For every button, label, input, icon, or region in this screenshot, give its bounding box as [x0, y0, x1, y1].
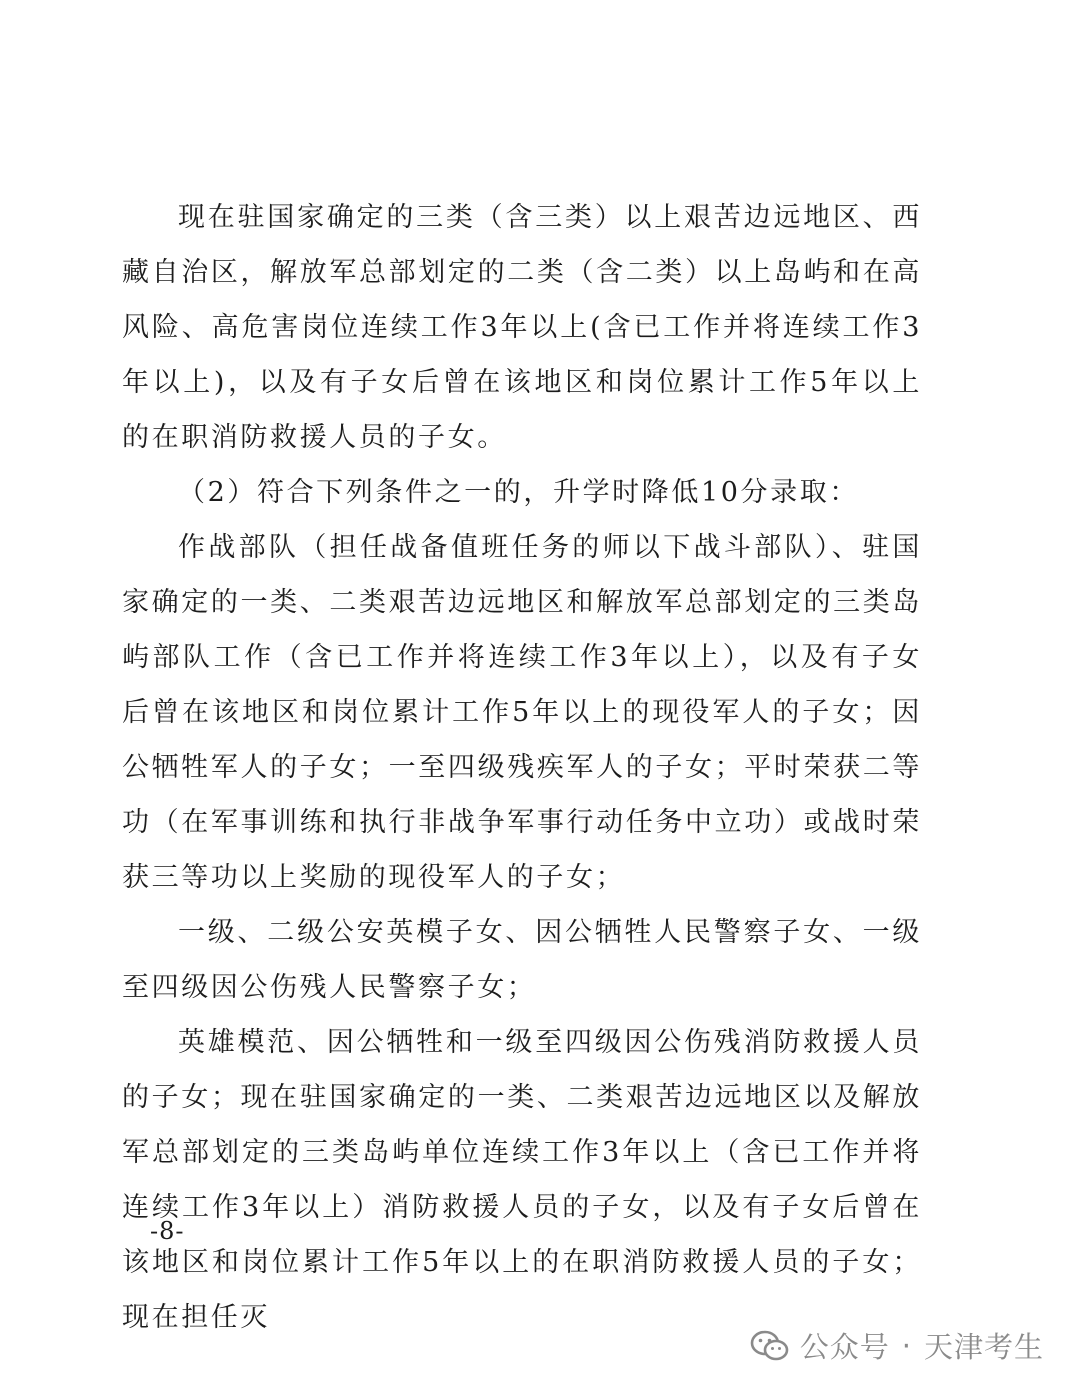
watermark-separator: · — [901, 1328, 912, 1363]
page-number: -8- — [150, 1217, 185, 1245]
paragraph-5: 英雄模范、因公牺牲和一级至四级因公伤残消防救援人员的子女；现在驻国家确定的一类、二类艰苦边远地区以及解放军总部划定的三类岛屿单位连续工作3年以上（含已工作并将连续工作3年以上）消防救援人员的子女，以及有子女后曾在该地区和岗位累计工作5年以上的在职消防救援人员的子女；现在担任灭 — [122, 1027, 922, 1333]
paragraph-2: （2）符合下列条件之一的，升学时降低10分录取： — [178, 477, 859, 508]
paragraph-3: 作战部队（担任战备值班任务的师以下战斗部队）、驻国家确定的一类、二类艰苦边远地区和解放军总部划定的三类岛屿部队工作（含已工作并将连续工作3年以上），以及有子女后曾在该地区和岗位累计工作5年以上的现役军人的子女；因公牺牲军人的子女；一至四级残疾军人的子女；平时荣获二等功（在军事训练和执行非战争军事行动任务中立功）或战时荣获三等功以上奖励的现役军人的子女； — [122, 532, 922, 893]
wechat-watermark — [750, 1325, 1044, 1366]
paragraph-1: 现在驻国家确定的三类（含三类）以上艰苦边远地区、西藏自治区，解放军总部划定的二类（含二类）以上岛屿和在高风险、高危害岗位连续工作3年以上(含已工作并将连续工作3年以上)，以及有子女后曾在该地区和岗位累计工作5年以上的在职消防救援人员的子女。 — [122, 202, 922, 453]
paragraph-4: 一级、二级公安英模子女、因公牺牲人民警察子女、一级至四级因公伤残人民警察子女； — [122, 917, 922, 1003]
document-body — [122, 190, 922, 1345]
watermark-account: 天津考生 — [923, 1330, 1044, 1364]
watermark-label: 公众号 — [799, 1330, 890, 1364]
wechat-icon — [750, 1329, 790, 1363]
